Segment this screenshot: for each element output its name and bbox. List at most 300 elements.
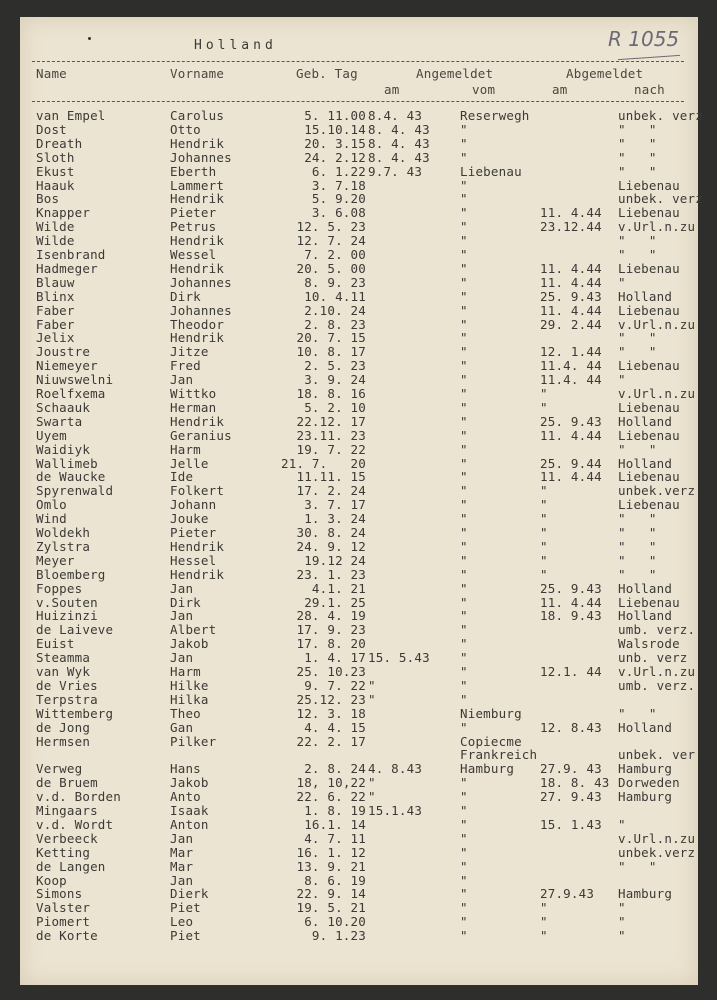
- cell-name: Koop: [36, 872, 67, 888]
- cell-name: Wallimeb: [36, 455, 98, 471]
- table-row: [20, 345, 698, 359]
- cell-abgemeldet-nach: " ": [618, 149, 657, 165]
- cell-angemeldet-am: 8.4. 43: [368, 108, 423, 123]
- cell-angemeldet-vom: ": [460, 636, 468, 652]
- cell-angemeldet-vom: ": [460, 205, 468, 221]
- cell-vorname: Jan: [170, 830, 194, 846]
- cell-geb-tag: 5. 9.20: [311, 191, 366, 207]
- cell-vorname: Johann: [170, 497, 217, 513]
- cell-abgemeldet-am: ": [540, 483, 548, 499]
- cell-abgemeldet-am: 25. 9.44: [540, 455, 602, 471]
- table-row: [20, 818, 698, 832]
- cell-name: Euist: [36, 636, 75, 652]
- table-row: [20, 206, 698, 220]
- cell-geb-tag: 3. 9. 24: [304, 372, 366, 388]
- cell-angemeldet-vom: ": [460, 233, 468, 249]
- table-row: [20, 179, 698, 193]
- cell-angemeldet-vom: ": [460, 135, 468, 151]
- cell-geb-tag: 2. 8. 24: [304, 761, 366, 777]
- cell-abgemeldet-nach: Liebenau: [618, 260, 680, 276]
- cell-abgemeldet-nach: ": [618, 274, 626, 290]
- cell-angemeldet-am: ": [368, 789, 376, 805]
- cell-vorname: Hessel: [170, 552, 217, 568]
- cell-abgemeldet-am: 27.9. 43: [540, 761, 602, 777]
- table-row: [20, 137, 698, 151]
- cell-angemeldet-vom: ": [460, 914, 468, 930]
- cell-name: Swarta: [36, 413, 83, 429]
- cell-name: Niemeyer: [36, 358, 98, 374]
- cell-geb-tag: 1. 3. 24: [304, 511, 366, 527]
- cell-abgemeldet-am: 25. 9.43: [540, 413, 602, 429]
- cell-angemeldet-vom: ": [460, 469, 468, 485]
- cell-abgemeldet-nach: Hamburg: [618, 886, 673, 902]
- cell-name: Piomert: [36, 914, 91, 930]
- table-row: [20, 609, 698, 623]
- cell-angemeldet-vom: ": [460, 288, 468, 304]
- cell-angemeldet-vom: ": [460, 566, 468, 582]
- cell-angemeldet-vom: Copiecme: [460, 733, 522, 749]
- cell-geb-tag: 2.10. 24: [304, 302, 366, 318]
- table-row: [20, 679, 698, 693]
- cell-angemeldet-vom: ": [460, 858, 468, 874]
- cell-vorname: Pieter: [170, 525, 217, 540]
- cell-angemeldet-vom: ": [460, 830, 468, 846]
- cell-abgemeldet-nach: v.Url.n.zu: [618, 664, 696, 679]
- cell-vorname: Albert: [170, 622, 217, 638]
- cell-vorname: Theodor: [170, 316, 225, 332]
- cell-abgemeldet-nach: " ": [618, 233, 657, 249]
- cell-vorname: Pieter: [170, 205, 217, 221]
- cell-abgemeldet-am: 11. 4.44: [540, 469, 602, 485]
- cell-angemeldet-vom: Liebenau: [460, 163, 522, 179]
- cell-angemeldet-vom: ": [460, 455, 468, 471]
- cell-angemeldet-vom: ": [460, 719, 468, 735]
- cell-abgemeldet-nach: Dorweden: [618, 775, 680, 791]
- table-row: [20, 887, 698, 901]
- cell-vorname: Jitze: [170, 344, 209, 360]
- header-vorname: Vorname: [170, 66, 225, 81]
- table-row: [20, 220, 698, 234]
- cell-name: Blinx: [36, 288, 75, 304]
- cell-geb-tag: 13. 9. 21: [296, 858, 366, 874]
- table-row: [20, 373, 698, 387]
- cell-geb-tag: 17. 2. 24: [296, 483, 366, 499]
- cell-abgemeldet-nach: unbek.verz: [618, 844, 696, 860]
- cell-vorname: Hendrik: [170, 260, 225, 276]
- cell-abgemeldet-am: 12.1. 44: [540, 664, 602, 679]
- table-row: [20, 457, 698, 471]
- table-row: [20, 637, 698, 651]
- cell-geb-tag: 28. 4. 19: [296, 608, 366, 624]
- cell-name: Simons: [36, 886, 83, 902]
- cell-abgemeldet-am: ": [540, 525, 548, 540]
- cell-vorname: Fred: [170, 358, 201, 374]
- cell-abgemeldet-nach: " ": [618, 441, 657, 457]
- cell-vorname: Jelle: [170, 455, 209, 471]
- cell-name: Roelfxema: [36, 386, 106, 401]
- cell-abgemeldet-am: ": [540, 566, 548, 582]
- cell-geb-tag: 6. 1.22: [311, 163, 366, 179]
- cell-abgemeldet-am: ": [540, 399, 548, 415]
- cell-abgemeldet-nach: " ": [618, 135, 657, 151]
- cell-abgemeldet-nach: Holland: [618, 413, 673, 429]
- cell-geb-tag: 8. 6. 19: [304, 872, 366, 888]
- cell-name: Omlo: [36, 497, 67, 513]
- cell-angemeldet-vom: ": [460, 247, 468, 262]
- cell-abgemeldet-am: 11. 4.44: [540, 274, 602, 290]
- table-row: [20, 651, 698, 665]
- cell-name: Ekust: [36, 163, 75, 179]
- cell-geb-tag: 23.11. 23: [296, 427, 366, 443]
- cell-name: de Vries: [36, 677, 98, 693]
- cell-vorname: Jan: [170, 872, 194, 888]
- cell-name: Joustre: [36, 344, 91, 360]
- archive-number-stamp: R 1055: [608, 27, 680, 51]
- cell-vorname: Harm: [170, 664, 201, 679]
- cell-angemeldet-am: 9.7. 43: [368, 163, 423, 179]
- cell-abgemeldet-am: 11. 4.44: [540, 260, 602, 276]
- cell-angemeldet-vom: ": [460, 803, 468, 818]
- cell-vorname: Hans: [170, 761, 201, 777]
- cell-angemeldet-vom: ": [460, 594, 468, 610]
- cell-geb-tag: 20. 5. 00: [296, 260, 366, 276]
- cell-vorname: Piet: [170, 928, 201, 944]
- cell-geb-tag: 24. 2.12: [304, 149, 366, 165]
- cell-name: Hadmeger: [36, 260, 98, 276]
- cell-angemeldet-vom: ": [460, 775, 468, 791]
- cell-vorname: Ide: [170, 469, 194, 485]
- cell-name: Steamma: [36, 650, 91, 666]
- table-row: [20, 748, 698, 762]
- cell-abgemeldet-am: 11. 4.44: [540, 205, 602, 221]
- cell-vorname: Johannes: [170, 149, 232, 165]
- cell-angemeldet-vom: ": [460, 441, 468, 457]
- cell-vorname: Herman: [170, 399, 217, 415]
- cell-abgemeldet-am: ": [540, 497, 548, 513]
- table-row: [20, 860, 698, 874]
- cell-angemeldet-vom: ": [460, 330, 468, 346]
- cell-angemeldet-vom: Hamburg: [460, 761, 515, 777]
- cell-name: Verweg: [36, 761, 83, 777]
- cell-abgemeldet-nach: Holland: [618, 455, 673, 471]
- cell-angemeldet-vom: Reserwegh: [460, 108, 530, 123]
- cell-vorname: Hendrik: [170, 135, 225, 151]
- cell-vorname: Carolus: [170, 108, 225, 123]
- table-row: [20, 762, 698, 776]
- table-row: [20, 262, 698, 276]
- table-row: [20, 276, 698, 290]
- cell-abgemeldet-am: ": [540, 386, 548, 401]
- cell-abgemeldet-nach: Walsrode: [618, 636, 680, 652]
- cell-angemeldet-am: 4. 8.43: [368, 761, 423, 777]
- cell-geb-tag: 2. 8. 23: [304, 316, 366, 332]
- cell-abgemeldet-am: 15. 1.43: [540, 816, 602, 832]
- cell-abgemeldet-nach: Liebenau: [618, 177, 680, 193]
- cell-vorname: Dierk: [170, 886, 209, 902]
- cell-geb-tag: 18. 8. 16: [296, 386, 366, 401]
- cell-abgemeldet-am: 11. 4.44: [540, 594, 602, 610]
- cell-vorname: Harm: [170, 441, 201, 457]
- cell-geb-tag: 22.12. 17: [296, 413, 366, 429]
- cell-abgemeldet-nach: ": [618, 928, 626, 944]
- cell-abgemeldet-nach: Holland: [618, 288, 673, 304]
- cell-name: de Bruem: [36, 775, 98, 791]
- cell-geb-tag: 11.11. 15: [296, 469, 366, 485]
- table-row: [20, 929, 698, 943]
- cell-angemeldet-vom: ": [460, 650, 468, 666]
- cell-geb-tag: 20. 7. 15: [296, 330, 366, 346]
- header-abgemeldet-am: am: [552, 82, 568, 97]
- cell-vorname: Folkert: [170, 483, 225, 499]
- cell-name: Ketting: [36, 844, 91, 860]
- table-row: [20, 901, 698, 915]
- cell-abgemeldet-am: 12. 8.43: [540, 719, 602, 735]
- cell-abgemeldet-am: 12. 1.44: [540, 344, 602, 360]
- table-row: [20, 874, 698, 888]
- cell-angemeldet-vom: Frankreich: [460, 747, 538, 763]
- cell-name: Foppes: [36, 580, 83, 596]
- cell-angemeldet-vom: ": [460, 358, 468, 374]
- cell-name: Sloth: [36, 149, 75, 165]
- cell-abgemeldet-am: 11.4. 44: [540, 372, 602, 388]
- cell-angemeldet-vom: ": [460, 274, 468, 290]
- cell-abgemeldet-nach: Hamburg: [618, 789, 673, 805]
- cell-abgemeldet-nach: v.Url.n.zu: [618, 386, 696, 401]
- cell-name: Knapper: [36, 205, 91, 221]
- cell-name: Wilde: [36, 233, 75, 249]
- cell-name: de Langen: [36, 858, 106, 874]
- table-row: [20, 165, 698, 179]
- cell-geb-tag: 8. 9. 23: [304, 274, 366, 290]
- cell-abgemeldet-nach: umb. verz.: [618, 677, 696, 693]
- cell-angemeldet-vom: ": [460, 483, 468, 499]
- cell-geb-tag: 23. 1. 23: [296, 566, 366, 582]
- cell-name: Haauk: [36, 177, 75, 193]
- header-angemeldet-am: am: [384, 82, 400, 97]
- cell-abgemeldet-am: ": [540, 928, 548, 944]
- cell-vorname: Hendrik: [170, 330, 225, 346]
- cell-angemeldet-vom: ": [460, 302, 468, 318]
- cell-angemeldet-vom: ": [460, 149, 468, 165]
- cell-vorname: Hendrik: [170, 538, 225, 554]
- cell-angemeldet-vom: ": [460, 177, 468, 193]
- table-row: [20, 108, 703, 123]
- table-row: [20, 596, 698, 610]
- cell-angemeldet-am: ": [368, 775, 376, 791]
- cell-abgemeldet-nach: unb. verz: [618, 650, 688, 666]
- cell-geb-tag: 24. 9. 12: [296, 538, 366, 554]
- cell-geb-tag: 12. 7. 24: [296, 233, 366, 249]
- cell-vorname: Leo: [170, 914, 194, 930]
- table-row: [20, 429, 698, 443]
- table-row: [20, 665, 698, 679]
- table-row: [20, 318, 698, 332]
- cell-abgemeldet-nach: " ": [618, 330, 657, 346]
- cell-vorname: Anto: [170, 789, 201, 805]
- cell-vorname: Jan: [170, 580, 194, 596]
- cell-abgemeldet-nach: " ": [618, 121, 657, 137]
- cell-name: Blauw: [36, 274, 75, 290]
- document-page: [20, 17, 703, 985]
- ink-dot: [88, 37, 91, 40]
- cell-abgemeldet-nach: unbek. verz: [618, 108, 703, 123]
- cell-abgemeldet-nach: " ": [618, 858, 657, 874]
- cell-vorname: Jakob: [170, 775, 209, 791]
- cell-name: Bos: [36, 191, 60, 207]
- table-row: [20, 484, 698, 498]
- cell-geb-tag: 22. 6. 22: [296, 789, 366, 805]
- cell-abgemeldet-am: ": [540, 914, 548, 930]
- cell-geb-tag: 12. 5. 23: [296, 219, 366, 235]
- cell-geb-tag: 30. 8. 24: [296, 525, 366, 540]
- cell-vorname: Jouke: [170, 511, 209, 527]
- cell-abgemeldet-nach: " ": [618, 247, 657, 262]
- cell-angemeldet-vom: Niemburg: [460, 705, 522, 721]
- table-row: [20, 846, 698, 860]
- cell-name: Dreath: [36, 135, 83, 151]
- cell-geb-tag: 5. 2. 10: [304, 399, 366, 415]
- cell-abgemeldet-nach: Liebenau: [618, 302, 680, 318]
- cell-name: de Waucke: [36, 469, 106, 485]
- cell-name: Uyem: [36, 427, 67, 443]
- cell-vorname: Hilka: [170, 691, 209, 707]
- page-title: Holland: [194, 38, 277, 53]
- header-rule-bottom: [32, 101, 684, 102]
- cell-geb-tag: 16. 1. 12: [296, 844, 366, 860]
- cell-vorname: Petrus: [170, 219, 217, 235]
- cell-angemeldet-vom: ": [460, 538, 468, 554]
- cell-abgemeldet-nach: " ": [618, 344, 657, 360]
- cell-geb-tag: 4.1. 21: [311, 580, 366, 596]
- table-row: [20, 735, 698, 749]
- cell-abgemeldet-nach: unbek. ver: [618, 747, 696, 763]
- table-row: [20, 498, 698, 512]
- cell-vorname: Jan: [170, 650, 194, 666]
- cell-angemeldet-vom: ": [460, 399, 468, 415]
- table-row: [20, 623, 698, 637]
- cell-vorname: Theo: [170, 705, 201, 721]
- cell-angemeldet-vom: ": [460, 260, 468, 276]
- cell-geb-tag: 20. 3.15: [304, 135, 366, 151]
- cell-vorname: Mar: [170, 858, 194, 874]
- cell-name: Jelix: [36, 330, 75, 346]
- cell-geb-tag: 2. 5. 23: [304, 358, 366, 374]
- cell-abgemeldet-nach: Holland: [618, 608, 673, 624]
- cell-name: de Laiveve: [36, 622, 114, 638]
- cell-abgemeldet-nach: ": [618, 816, 626, 832]
- table-row: [20, 582, 698, 596]
- cell-vorname: Isaak: [170, 803, 209, 818]
- table-row: [20, 693, 698, 707]
- cell-name: Faber: [36, 302, 75, 318]
- table-row: [20, 526, 698, 540]
- cell-geb-tag: 9. 7. 22: [304, 677, 366, 693]
- cell-vorname: Piet: [170, 900, 201, 916]
- cell-abgemeldet-nach: umb. verz.: [618, 622, 696, 638]
- cell-geb-tag: 19. 7. 22: [296, 441, 366, 457]
- cell-angemeldet-vom: ": [460, 622, 468, 638]
- cell-name: Bloemberg: [36, 566, 106, 582]
- cell-geb-tag: 25.12. 23: [296, 691, 366, 707]
- cell-angemeldet-am: 8. 4. 43: [368, 149, 430, 165]
- table-row: [20, 331, 698, 345]
- cell-abgemeldet-am: 11.4. 44: [540, 358, 602, 374]
- cell-geb-tag: 12. 3. 18: [296, 705, 366, 721]
- cell-abgemeldet-am: 27.9.43: [540, 886, 595, 902]
- cell-abgemeldet-am: 18. 9.43: [540, 608, 602, 624]
- cell-vorname: Hendrik: [170, 413, 225, 429]
- table-row: [20, 707, 698, 721]
- cell-angemeldet-vom: ": [460, 816, 468, 832]
- cell-geb-tag: 17. 9. 23: [296, 622, 366, 638]
- cell-angemeldet-vom: ": [460, 691, 468, 707]
- cell-vorname: Dirk: [170, 288, 201, 304]
- cell-abgemeldet-am: ": [540, 538, 548, 554]
- cell-geb-tag: 10. 8. 17: [296, 344, 366, 360]
- cell-angemeldet-vom: ": [460, 372, 468, 388]
- cell-abgemeldet-nach: " ": [618, 538, 657, 554]
- header-abgemeldet: Abgemeldet: [566, 66, 644, 81]
- cell-abgemeldet-nach: Hamburg: [618, 761, 673, 777]
- cell-geb-tag: 22. 2. 17: [296, 733, 366, 749]
- cell-geb-tag: 25. 10.23: [296, 664, 366, 679]
- cell-name: Hermsen: [36, 733, 91, 749]
- cell-name: Valster: [36, 900, 91, 916]
- cell-geb-tag: 16.1. 14: [304, 816, 366, 832]
- cell-angemeldet-vom: ": [460, 525, 468, 540]
- cell-abgemeldet-nach: unbek.verz: [618, 483, 696, 499]
- table-row: [20, 304, 698, 318]
- cell-abgemeldet-nach: " ": [618, 566, 657, 582]
- cell-name: de Korte: [36, 928, 98, 944]
- cell-abgemeldet-nach: Liebenau: [618, 205, 680, 221]
- table-row: [20, 568, 698, 582]
- cell-abgemeldet-am: 25. 9.43: [540, 580, 602, 596]
- cell-angemeldet-vom: ": [460, 511, 468, 527]
- cell-abgemeldet-nach: Liebenau: [618, 469, 680, 485]
- cell-abgemeldet-am: 18. 8. 43: [540, 775, 610, 791]
- cell-name: Waidiyk: [36, 441, 91, 457]
- table-row: [20, 387, 698, 401]
- cell-vorname: Johannes: [170, 302, 232, 318]
- header-abgemeldet-nach: nach: [634, 82, 665, 97]
- cell-abgemeldet-am: ": [540, 900, 548, 916]
- table-row: [20, 470, 698, 484]
- cell-vorname: Jan: [170, 608, 194, 624]
- cell-angemeldet-am: 8. 4. 43: [368, 121, 430, 137]
- cell-abgemeldet-am: ": [540, 511, 548, 527]
- cell-geb-tag: 3. 7. 17: [304, 497, 366, 513]
- cell-name: Woldekh: [36, 525, 91, 540]
- cell-name: Terpstra: [36, 691, 98, 707]
- cell-angemeldet-vom: ": [460, 789, 468, 805]
- table-row: [20, 804, 698, 818]
- cell-angemeldet-vom: ": [460, 677, 468, 693]
- cell-abgemeldet-nach: v.Url.n.zu: [618, 830, 696, 846]
- cell-angemeldet-vom: ": [460, 552, 468, 568]
- cell-vorname: Wessel: [170, 247, 217, 262]
- cell-vorname: Gan: [170, 719, 194, 735]
- cell-name: Verbeeck: [36, 830, 98, 846]
- cell-name: v.d. Wordt: [36, 816, 114, 832]
- cell-name: Spyrenwald: [36, 483, 114, 499]
- cell-name: Huizinzi: [36, 608, 98, 624]
- cell-name: Zylstra: [36, 538, 91, 554]
- cell-abgemeldet-am: 25. 9.43: [540, 288, 602, 304]
- cell-geb-tag: 6. 10.20: [304, 914, 366, 930]
- table-row: [20, 776, 698, 790]
- table-row: [20, 191, 703, 207]
